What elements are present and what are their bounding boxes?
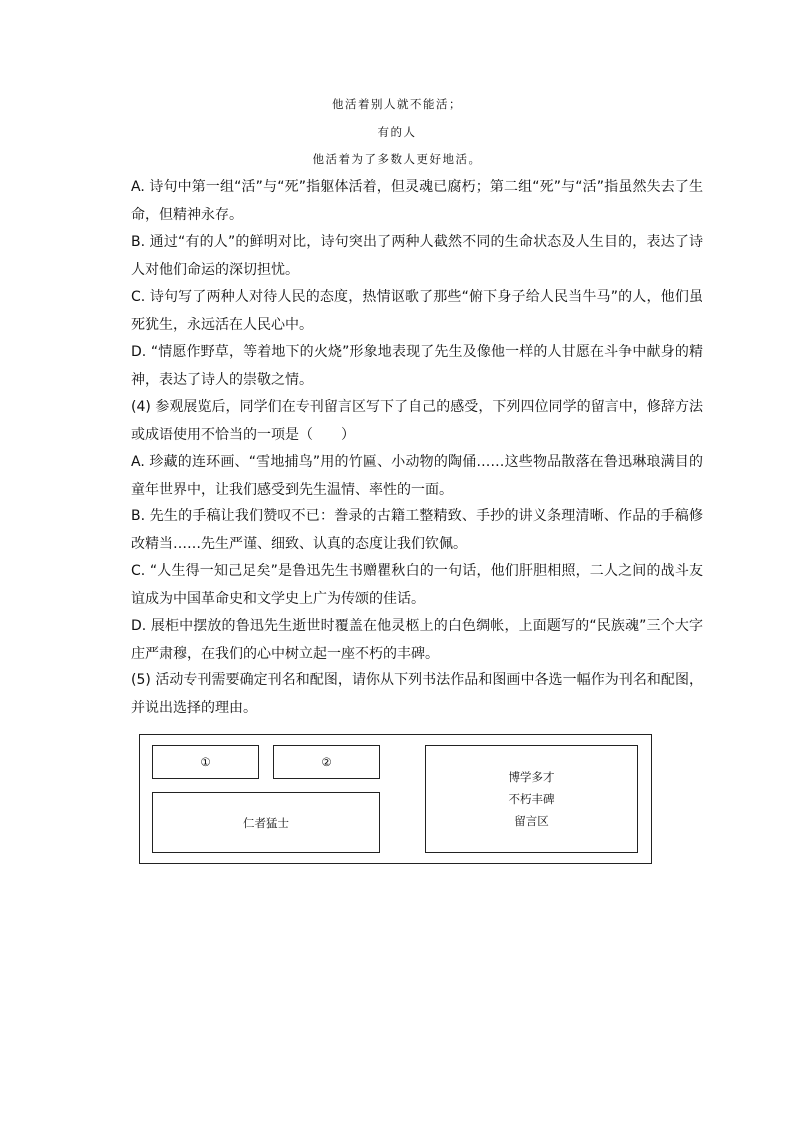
question-5-stem: (5) 活动专刊需要确定刊名和配图，请你从下列书法作品和图画中各选一幅作为刊名和配图，并说出选择的理由。 bbox=[131, 672, 703, 716]
image-box bbox=[425, 745, 638, 853]
image-box-line-3: 留言区 bbox=[514, 814, 549, 828]
option-box-1: ① bbox=[152, 745, 259, 779]
question-4-stem: (4) 参观展览后，同学们在专刊留言区写下了自己的感受，下列四位同学的留言中，修辞方法或成语使用不恰当的一项是（ ） bbox=[131, 399, 703, 443]
option-box-2: ② bbox=[273, 745, 380, 779]
poem-line-3: 他活着为了多数人更好地活。 bbox=[312, 152, 482, 166]
image-box-line-1: 博学多才 bbox=[508, 770, 555, 784]
option-b-paragraph: B. 通过“有的人”的鲜明对比，诗句突出了两种人截然不同的生命状态及人生目的，表达了诗人对他们命运的深切担忧。 bbox=[131, 234, 703, 278]
option-a-paragraph: A. 诗句中第一组“活”与“死”指躯体活着，但灵魂已腐朽；第二组“死”与“活”指虽然失去了生命，但精神永存。 bbox=[131, 179, 703, 223]
option-d-paragraph: D. “情愿作野草，等着地下的火烧”形象地表现了先生及像他一样的人甘愿在斗争中献身的精神，表达了诗人的崇敬之情。 bbox=[131, 344, 703, 388]
q4-option-d: D. 展柜中摆放的鲁迅先生逝世时覆盖在他灵柩上的白色绸帐，上面题写的“民族魂”三个大字庄严肃穆，在我们的心中树立起一座不朽的丰碑。 bbox=[131, 618, 703, 662]
image-box-line-2: 不朽丰碑 bbox=[508, 792, 555, 806]
q4-option-a: A. 珍藏的连环画、“雪地捕鸟”用的竹匾、小动物的陶俑……这些物品散落在鲁迅琳琅满目的童年世界中，让我们感受到先生温情、率性的一面。 bbox=[131, 454, 703, 498]
layout-diagram bbox=[139, 734, 652, 864]
q4-option-c: C. “人生得一知己足矣”是鲁迅先生书赠瞿秋白的一句话，他们肝胆相照，二人之间的战斗友谊成为中国革命史和文学史上广为传颂的佳话。 bbox=[131, 563, 703, 607]
q4-option-b: B. 先生的手稿让我们赞叹不已：誊录的古籍工整精致、手抄的讲义条理清晰、作品的手稿修改精当……先生严谨、细致、认真的态度让我们钦佩。 bbox=[131, 508, 703, 552]
option-c-paragraph: C. 诗句写了两种人对待人民的态度，热情讴歌了那些“俯下身子给人民当牛马”的人，他们虽死犹生，永远活在人民心中。 bbox=[131, 289, 703, 333]
poem-line-2: 有的人 bbox=[377, 125, 417, 139]
poem-line-1: 他活着别人就不能活； bbox=[332, 97, 462, 111]
title-box: 仁者猛士 bbox=[152, 792, 380, 853]
